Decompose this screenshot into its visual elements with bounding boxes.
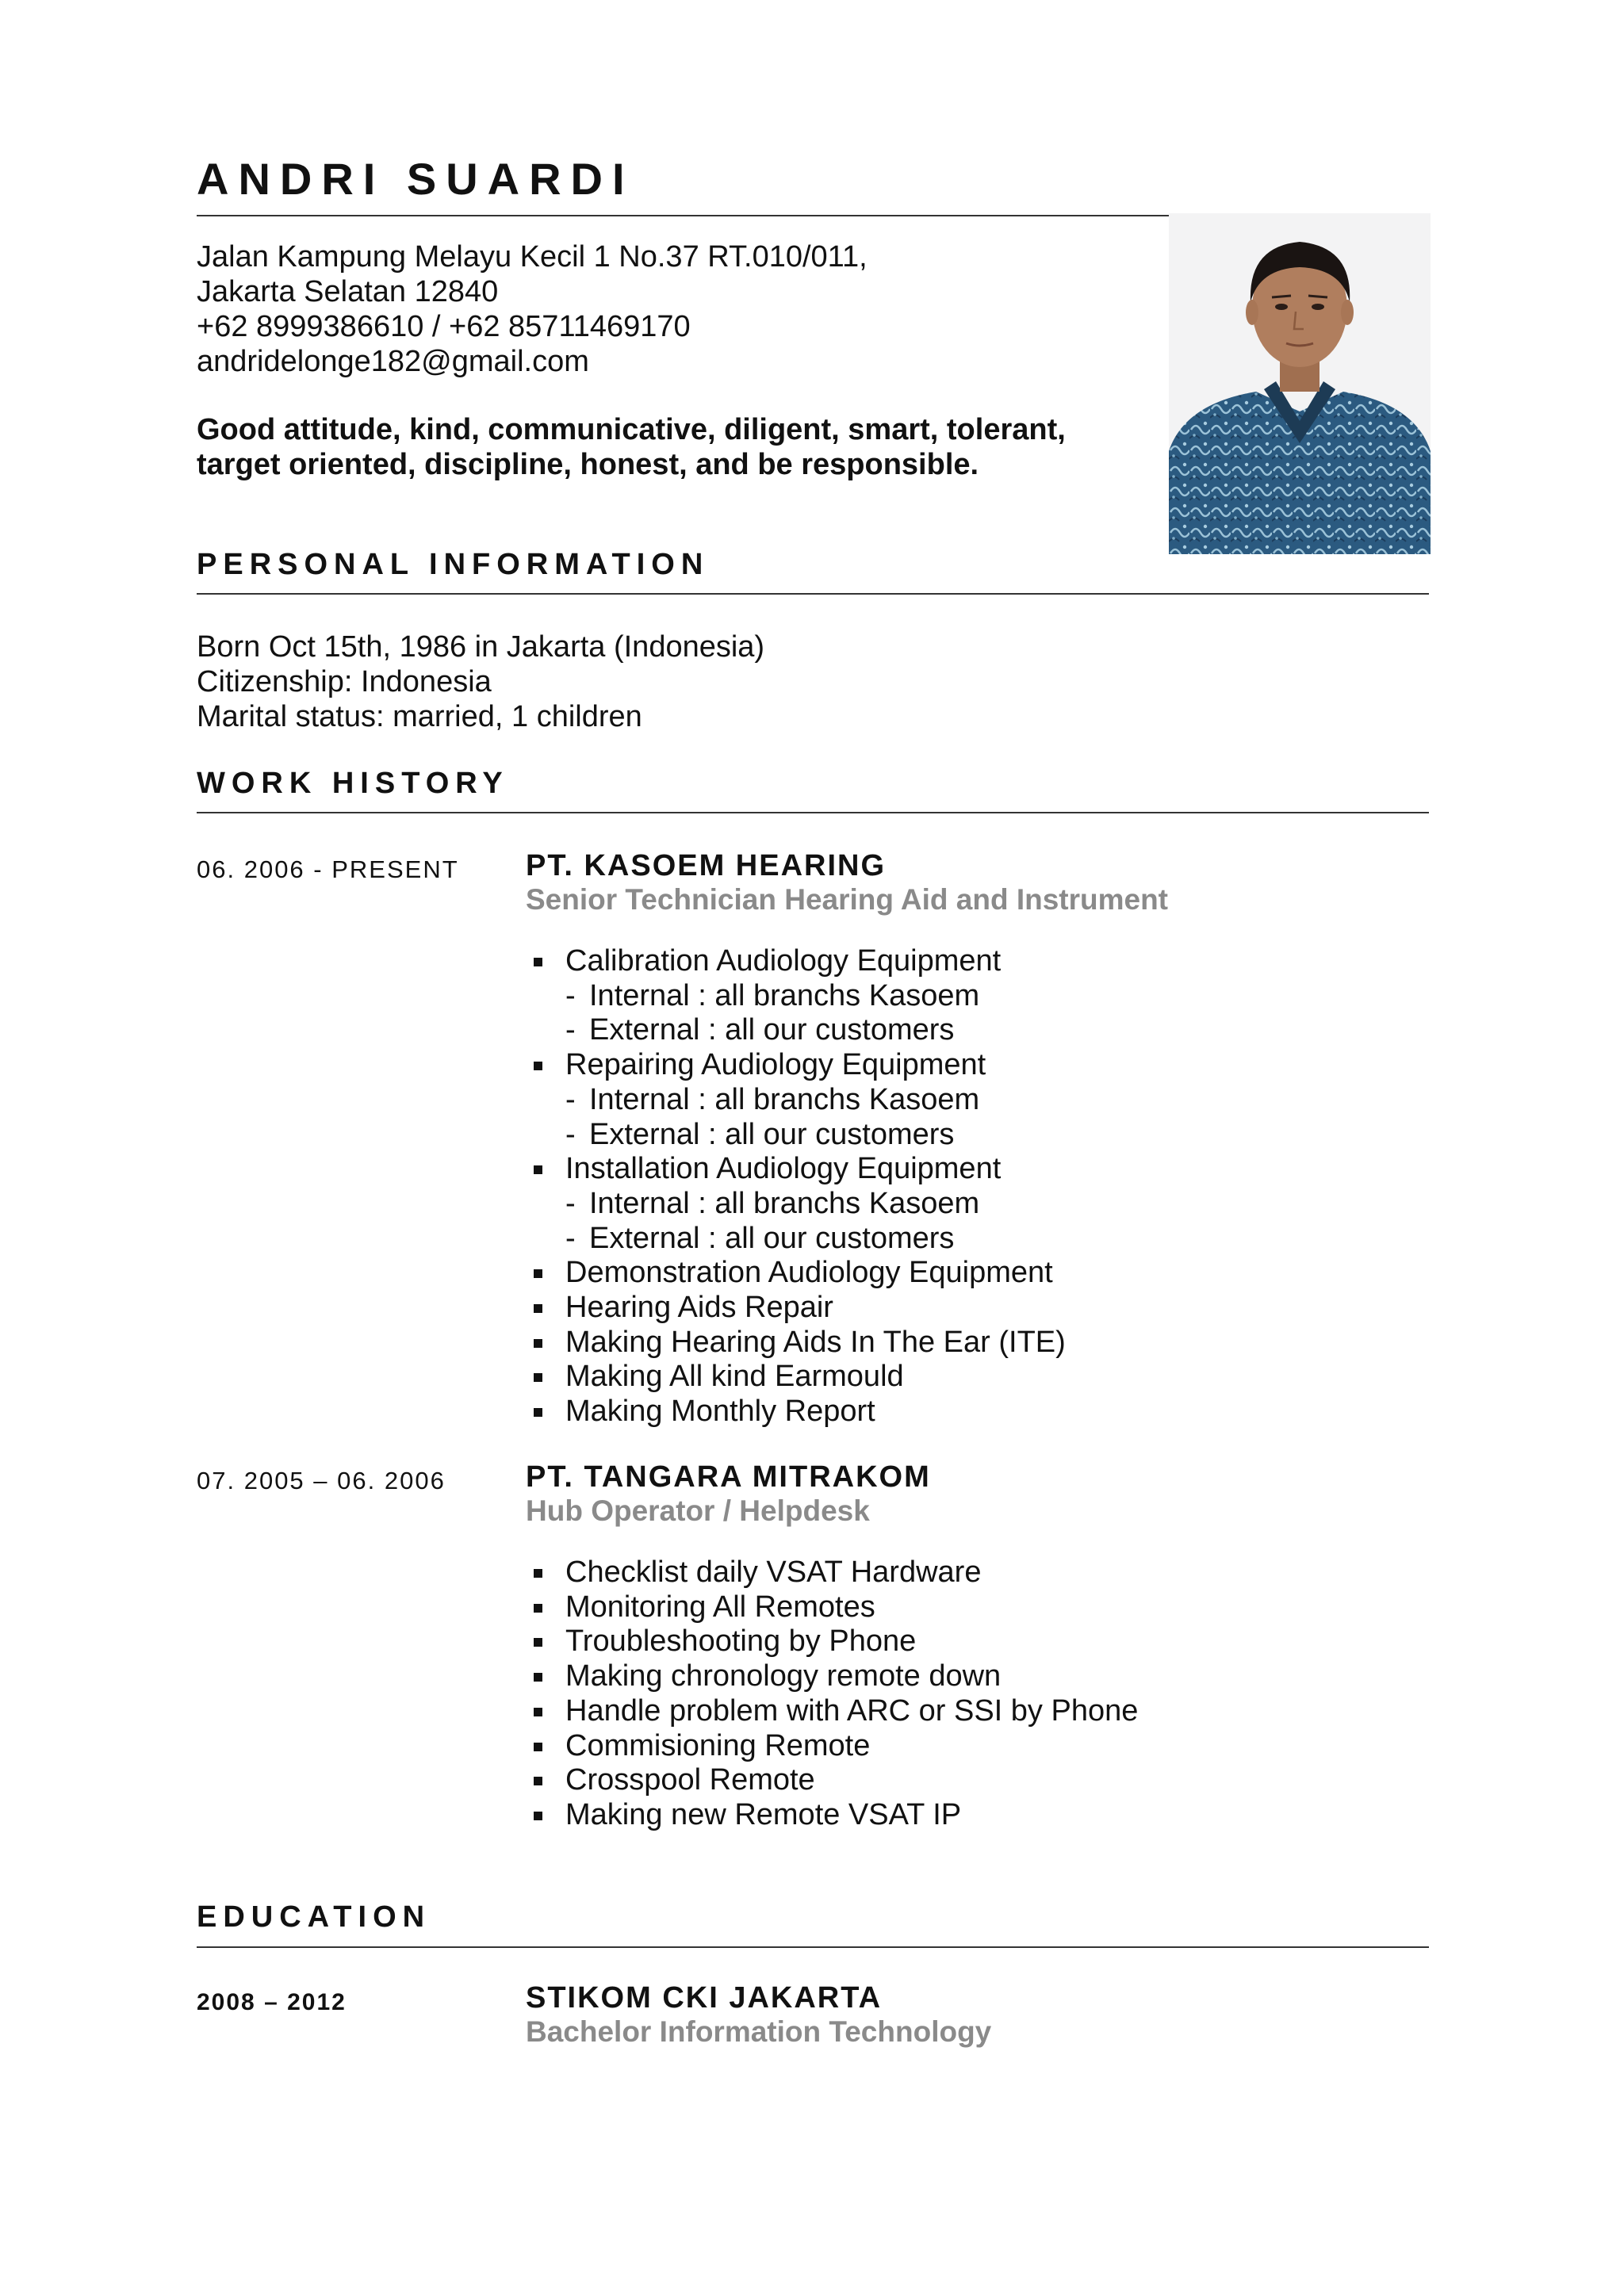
duty-subitem: - Internal : all branchs Kasoem bbox=[526, 979, 1066, 1014]
duty-item: Crosspool Remote bbox=[526, 1763, 1138, 1798]
summary-line-2: target oriented, discipline, honest, and be responsible. bbox=[197, 448, 979, 481]
address-line-1: Jalan Kampung Melayu Kecil 1 No.37 RT.010/011, bbox=[197, 240, 868, 274]
duty-item: Calibration Audiology Equipment bbox=[526, 944, 1066, 979]
education-school: STIKOM CKI JAKARTA bbox=[526, 1981, 883, 2015]
education-divider bbox=[197, 1946, 1429, 1948]
duty-subitem: - Internal : all branchs Kasoem bbox=[526, 1083, 1066, 1118]
job-period: 07. 2005 – 06. 2006 bbox=[197, 1467, 446, 1494]
duty-item: Checklist daily VSAT Hardware bbox=[526, 1556, 1138, 1590]
job-period: 06. 2006 - PRESENT bbox=[197, 855, 459, 883]
address-line-2: Jakarta Selatan 12840 bbox=[197, 275, 499, 308]
education-period: 2008 – 2012 bbox=[197, 1989, 347, 2015]
duty-subitem: - External : all our customers bbox=[526, 1222, 1066, 1257]
job-duties-list bbox=[526, 1556, 1138, 1833]
education-degree: Bachelor Information Technology bbox=[526, 2015, 992, 2048]
marital-status: Marital status: married, 1 children bbox=[197, 700, 642, 733]
profile-photo-image bbox=[1169, 213, 1431, 554]
duty-item: Handle problem with ARC or SSI by Phone bbox=[526, 1694, 1138, 1729]
duty-item: Installation Audiology Equipment bbox=[526, 1152, 1066, 1187]
section-title-personal: PERSONAL INFORMATION bbox=[197, 548, 710, 581]
section-title-work: WORK HISTORY bbox=[197, 767, 509, 800]
personal-info-block bbox=[197, 629, 764, 734]
duty-item: Making All kind Earmould bbox=[526, 1360, 1066, 1395]
job-duties-list bbox=[526, 944, 1066, 1429]
birth-info: Born Oct 15th, 1986 in Jakarta (Indonesia) bbox=[197, 630, 765, 664]
job-company: PT. KASOEM HEARING bbox=[526, 849, 887, 882]
citizenship-info: Citizenship: Indonesia bbox=[197, 665, 492, 698]
duty-item: Monitoring All Remotes bbox=[526, 1590, 1138, 1625]
duty-item: Hearing Aids Repair bbox=[526, 1291, 1066, 1326]
profile-photo bbox=[1169, 213, 1431, 554]
email-address: andridelonge182@gmail.com bbox=[197, 345, 589, 378]
duty-item: Making chronology remote down bbox=[526, 1659, 1138, 1694]
header-divider bbox=[197, 215, 1169, 216]
duty-item: Demonstration Audiology Equipment bbox=[526, 1256, 1066, 1291]
duty-subitem: - External : all our customers bbox=[526, 1013, 1066, 1048]
work-divider bbox=[197, 812, 1429, 813]
duty-item: Troubleshooting by Phone bbox=[526, 1624, 1138, 1659]
contact-block bbox=[197, 239, 868, 379]
job-company: PT. TANGARA MITRAKOM bbox=[526, 1460, 931, 1494]
personal-divider bbox=[197, 593, 1429, 595]
job-role: Senior Technician Hearing Aid and Instrument bbox=[526, 883, 1169, 916]
candidate-name: ANDRI SUARDI bbox=[197, 154, 634, 204]
duty-item: Commisioning Remote bbox=[526, 1729, 1138, 1764]
duty-item: Making new Remote VSAT IP bbox=[526, 1798, 1138, 1833]
personal-summary bbox=[197, 412, 1066, 482]
duty-subitem: - Internal : all branchs Kasoem bbox=[526, 1187, 1066, 1222]
section-title-education: EDUCATION bbox=[197, 1900, 431, 1934]
duty-subitem: - External : all our customers bbox=[526, 1118, 1066, 1153]
duty-item: Repairing Audiology Equipment bbox=[526, 1048, 1066, 1083]
duty-item: Making Monthly Report bbox=[526, 1395, 1066, 1429]
summary-line-1: Good attitude, kind, communicative, diligent, smart, tolerant, bbox=[197, 413, 1066, 446]
duty-item: Making Hearing Aids In The Ear (ITE) bbox=[526, 1326, 1066, 1360]
job-role: Hub Operator / Helpdesk bbox=[526, 1494, 870, 1527]
phone-numbers: +62 8999386610 / +62 85711469170 bbox=[197, 310, 691, 343]
